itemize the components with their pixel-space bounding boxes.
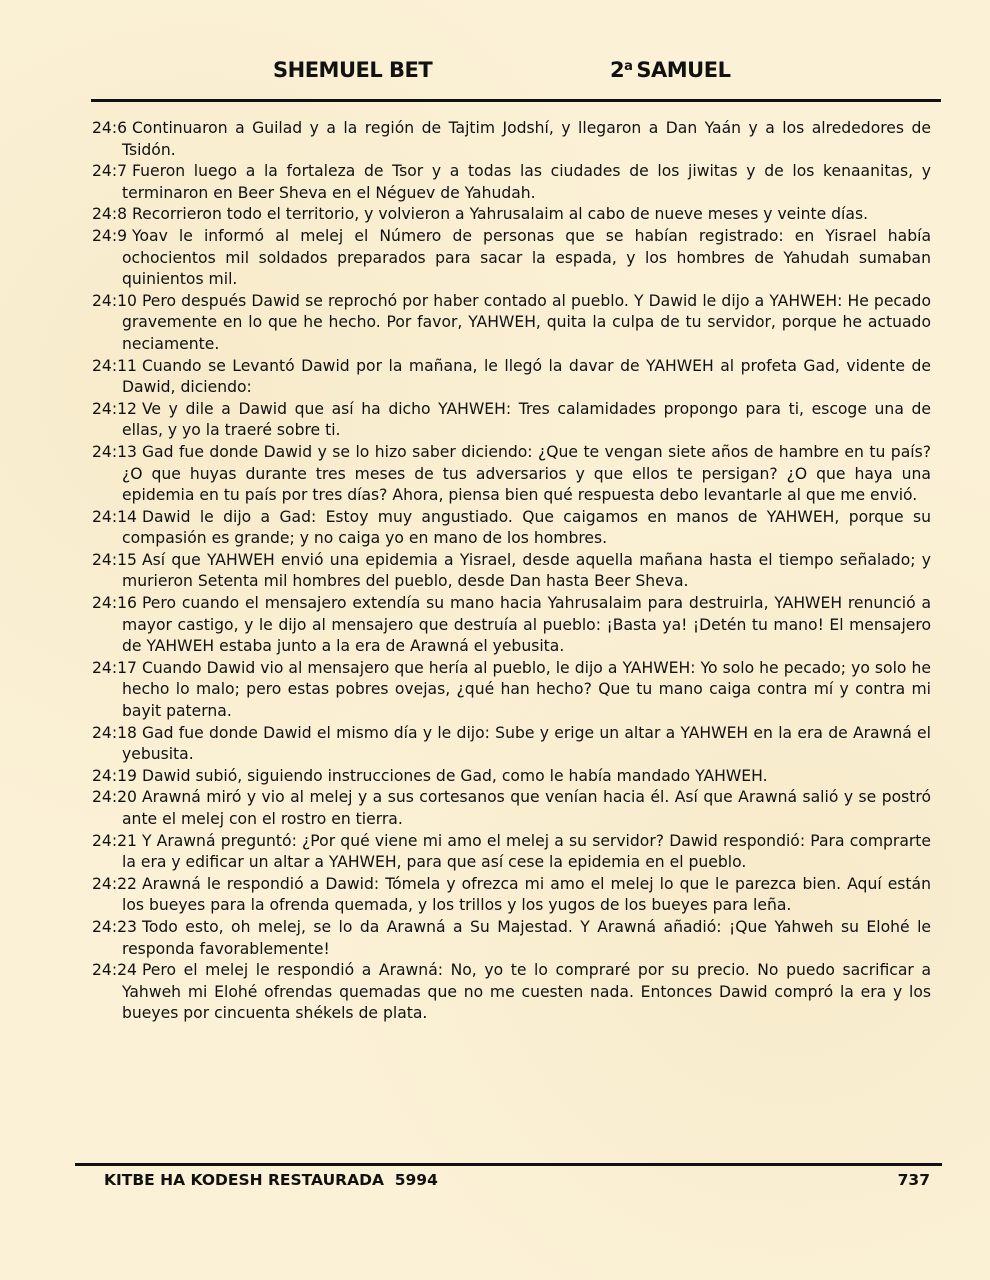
verse (92, 550, 931, 593)
book-title-hebrew: SHEMUEL BET (273, 58, 433, 82)
verse-text: Yoav le informó al melej el Número de personas que se habían registrado: en Yisrael había ochocientos mil soldados preparados para sacar la espada, y los hombres de Yahudah sumaban quinientos mil. (122, 226, 931, 289)
verse-ref: 24:10 (92, 291, 137, 310)
verse-ref: 24:21 (92, 831, 137, 850)
verse-text: Arawná miró y vio al melej y a sus cortesanos que venían hacia él. Así que Arawná salió y se postró ante el melej con el rostro en tierra. (122, 788, 931, 828)
verse-text: Y Arawná preguntó: ¿Por qué viene mi amo el melej a su servidor? Dawid respondió: Para comprarte la era y edificar un altar a YAHWEH, para que así cese la epidemia en el pueblo. (122, 831, 931, 872)
verse-text: Pero después Dawid se reprochó por haber contado al pueblo. Y Dawid le dijo a YAHWEH: He pecado gravemente en lo que he hecho. Por favor, YAHWEH, quita la culpa de tu servidor, porque he actuado neciamente. (122, 291, 931, 353)
verse-ref: 24:8 (92, 205, 128, 224)
verse-ref: 24:18 (92, 723, 137, 742)
verse-ref: 24:22 (92, 874, 137, 893)
verse-ref: 24:24 (92, 961, 137, 980)
page-number: 737 (897, 1171, 930, 1189)
verse (92, 204, 931, 226)
verse (92, 593, 931, 658)
verse (92, 291, 931, 356)
verse-text: Pero cuando el mensajero extendía su mano hacia Yahrusalaim para destruirla, YAHWEH renunció a mayor castigo, y le dijo al mensajero que destruía al pueblo: ¡Basta ya! ¡Detén tu mano! El mensajero de YAHWEH estaba junto a la era de Arawná el yebusita. (122, 594, 931, 656)
verse-text: Dawid le dijo a Gad: Estoy muy angustiado. Que caigamos en manos de YAHWEH, porque su compasión es grande; y no caiga yo en mano de los hombres. (122, 507, 931, 548)
verse (92, 161, 931, 204)
verse (92, 507, 931, 550)
verse-ref: 24:14 (92, 507, 137, 526)
verse-ref: 24:17 (92, 658, 137, 677)
verse-text: Cuando Dawid vio al mensajero que hería al pueblo, le dijo a YAHWEH: Yo solo he pecado; yo solo he hecho lo malo; pero estas pobres ovejas, ¿qué han hecho? Que tu mano caiga contra mí y contra mi bayit paterna. (122, 658, 931, 721)
verse-ref: 24:12 (92, 399, 137, 418)
verse-text: Recorrieron todo el territorio, y volvieron a Yahrusalaim al cabo de nueve meses y veinte días. (132, 205, 869, 224)
verse (92, 917, 931, 960)
verse (92, 442, 931, 507)
verse (92, 226, 931, 291)
verse-ref: 24:13 (92, 442, 137, 461)
book-name: SAMUEL (636, 58, 731, 82)
verse-ref: 24:20 (92, 788, 137, 807)
verse-text: Cuando se Levantó Dawid por la mañana, le llegó la davar de YAHWEH al profeta Gad, vidente de Dawid, diciendo: (122, 356, 931, 397)
verse-text: Dawid subió, siguiendo instrucciones de Gad, como le había mandado YAHWEH. (141, 766, 768, 785)
verse-text: Fueron luego a la fortaleza de Tsor y a todas las ciudades de los jiwitas y de los kenaanitas, y terminaron en Beer Sheva en el Néguev de Yahudah. (122, 162, 931, 202)
verse (92, 831, 931, 874)
header-divider (91, 99, 941, 102)
verse-text: Continuaron a Guilad y a la región de Tajtim Jodshí, y llegaron a Dan Yaán y a los alrededores de Tsidón. (122, 119, 931, 159)
verse-text: Así que YAHWEH envió una epidemia a Yisrael, desde aquella mañana hasta el tiempo señalado; y murieron Setenta mil hombres del pueblo, desde Dan hasta Beer Sheva. (122, 550, 931, 591)
verse (92, 399, 931, 442)
verse (92, 787, 931, 830)
book-number-ordinal: a (624, 59, 633, 74)
verse-ref: 24:9 (92, 226, 128, 245)
verse (92, 118, 931, 161)
verse (92, 658, 931, 723)
verse-text: Gad fue donde Dawid y se lo hizo saber diciendo: ¿Que te vengan siete años de hambre en tu país? ¿O que huyas durante tres meses de tus adversarios y que ellos te persigan? ¿O que haya una epidemia en tu país por tres días? Ahora, piensa bien qué respuesta debo levantarle al que me envió. (122, 442, 931, 505)
book-number: 2 (610, 58, 625, 82)
verse-ref: 24:15 (92, 550, 137, 569)
verse-ref: 24:6 (92, 119, 128, 137)
verse-list (92, 118, 931, 1025)
verse (92, 356, 931, 399)
verse (92, 766, 931, 788)
verse-text: Pero el melej le respondió a Arawná: No, yo te lo compraré por su precio. No puedo sacrificar a Yahweh mi Elohé ofrendas quemadas que no me cuesten nada. Entonces Dawid compró la era y los bueyes por cincuenta shékels de plata. (122, 961, 931, 1023)
verse-ref: 24:19 (92, 766, 137, 785)
verse-text: Todo esto, oh melej, se lo da Arawná a Su Majestad. Y Arawná añadió: ¡Que Yahweh su Elohé le responda favorablemente! (122, 917, 931, 958)
verse-text: Arawná le respondió a Dawid: Tómela y ofrezca mi amo el melej lo que le parezca bien. Aquí están los bueyes para la ofrenda quemada, y los trillos y los yugos de los bueyes para leña. (122, 874, 931, 915)
verse (92, 874, 931, 917)
verse-ref: 24:7 (92, 162, 128, 181)
verse-ref: 24:16 (92, 594, 137, 613)
verse-text: Gad fue donde Dawid el mismo día y le dijo: Sube y erige un altar a YAHWEH en la era de Arawná el yebusita. (122, 723, 931, 764)
page-header (0, 58, 990, 92)
footer-divider (75, 1163, 942, 1166)
verse (92, 960, 931, 1025)
verse-text: Ve y dile a Dawid que así ha dicho YAHWEH: Tres calamidades propongo para ti, escoge una de ellas, y yo la traeré sobre ti. (122, 399, 931, 440)
footer-publication-title: KITBE HA KODESH RESTAURADA 5994 (104, 1171, 438, 1189)
book-title-spanish (610, 58, 730, 82)
verse-ref: 24:11 (92, 356, 137, 375)
verse-ref: 24:23 (92, 917, 137, 936)
verse (92, 723, 931, 766)
